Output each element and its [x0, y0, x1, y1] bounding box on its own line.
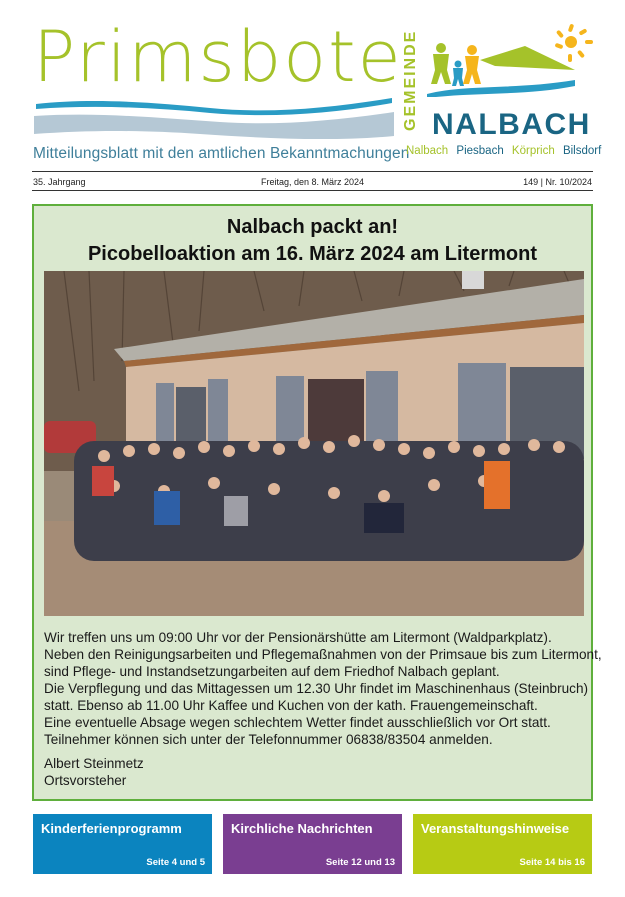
article-line: Die Verpflegung und das Mittagessen um 12.30 Uhr findet im Maschinenhaus (Steinbruch): [44, 681, 589, 696]
teaser-pages: Seite 4 und 5: [146, 857, 205, 868]
teaser-pages: Seite 12 und 13: [325, 857, 395, 868]
village-name: Körprich: [511, 145, 555, 157]
wave-logo-graphic: [30, 96, 395, 142]
article-line: sind Pflege- und Instandsetzungarbeiten auf dem Friedhof Nalbach geplant.: [44, 664, 500, 679]
masthead: [0, 0, 625, 170]
village-name: Nalbach: [406, 145, 449, 157]
article-line: statt. Ebenso ab 11.00 Uhr Kaffee und Kuchen von der kath. Frauengemeinschaft.: [44, 698, 538, 713]
municipality-name: NALBACH: [432, 108, 591, 141]
article-body: [44, 629, 602, 748]
teaser-title: Kirchliche Nachrichten: [231, 821, 373, 836]
issue-volume: 35. Jahrgang: [33, 177, 86, 187]
signature-name: Albert Steinmetz: [44, 756, 144, 771]
publication-tagline: Mitteilungsblatt mit den amtlichen Bekanntmachungen: [33, 145, 410, 162]
signature-role: Ortsvorsteher: [44, 773, 127, 788]
photo-crowd: [74, 435, 584, 561]
article-line: Teilnehmer können sich unter der Telefonnummer 06838/83504 anmelden.: [44, 732, 493, 747]
municipality-prefix: GEMEINDE: [402, 29, 419, 131]
teaser-tile-kirchliche-nachrichten[interactable]: [223, 814, 402, 874]
publication-title: Primsbote: [33, 16, 403, 98]
municipality-logo-graphic: [425, 22, 595, 97]
article-line: Wir treffen uns um 09:00 Uhr vor der Pensionärshütte am Litermont (Waldparkplatz).: [44, 630, 552, 645]
village-list: [406, 145, 606, 157]
feature-article: [32, 204, 602, 801]
wave-blue-stroke: [36, 98, 392, 115]
article-headline: Nalbach packt an!: [226, 216, 399, 238]
wave-grey-band: [34, 112, 394, 139]
article-signature: [44, 755, 144, 789]
issue-number: 149 | Nr. 10/2024: [523, 177, 592, 187]
teaser-title: Kinderferienprogramm: [41, 821, 182, 836]
article-subheadline: Picobelloaktion am 16. März 2024 am Litermont: [87, 243, 538, 265]
article-line: Neben den Reinigungsarbeiten und Pflegemaßnahmen von der Primsaue bis zum Litermont,: [44, 647, 602, 662]
sun-icon: [555, 24, 593, 62]
group-photo: [44, 271, 584, 616]
hill-shape: [480, 46, 575, 70]
teaser-tile-veranstaltungshinweise[interactable]: [413, 814, 592, 874]
teaser-pages: Seite 14 bis 16: [519, 857, 585, 868]
family-figures-icon: [431, 43, 481, 86]
teaser-title: Veranstaltungshinweise: [421, 821, 570, 836]
village-name: Bilsdorf: [562, 145, 602, 157]
village-name: Piesbach: [456, 145, 504, 157]
article-line: Eine eventuelle Absage wegen schlechtem Wetter findet ausschließlich vor Ort statt.: [44, 715, 551, 730]
issue-date: Freitag, den 8. März 2024: [260, 177, 365, 187]
teaser-tile-kinderferienprogramm[interactable]: [33, 814, 212, 874]
issue-info-bar: [32, 171, 593, 191]
